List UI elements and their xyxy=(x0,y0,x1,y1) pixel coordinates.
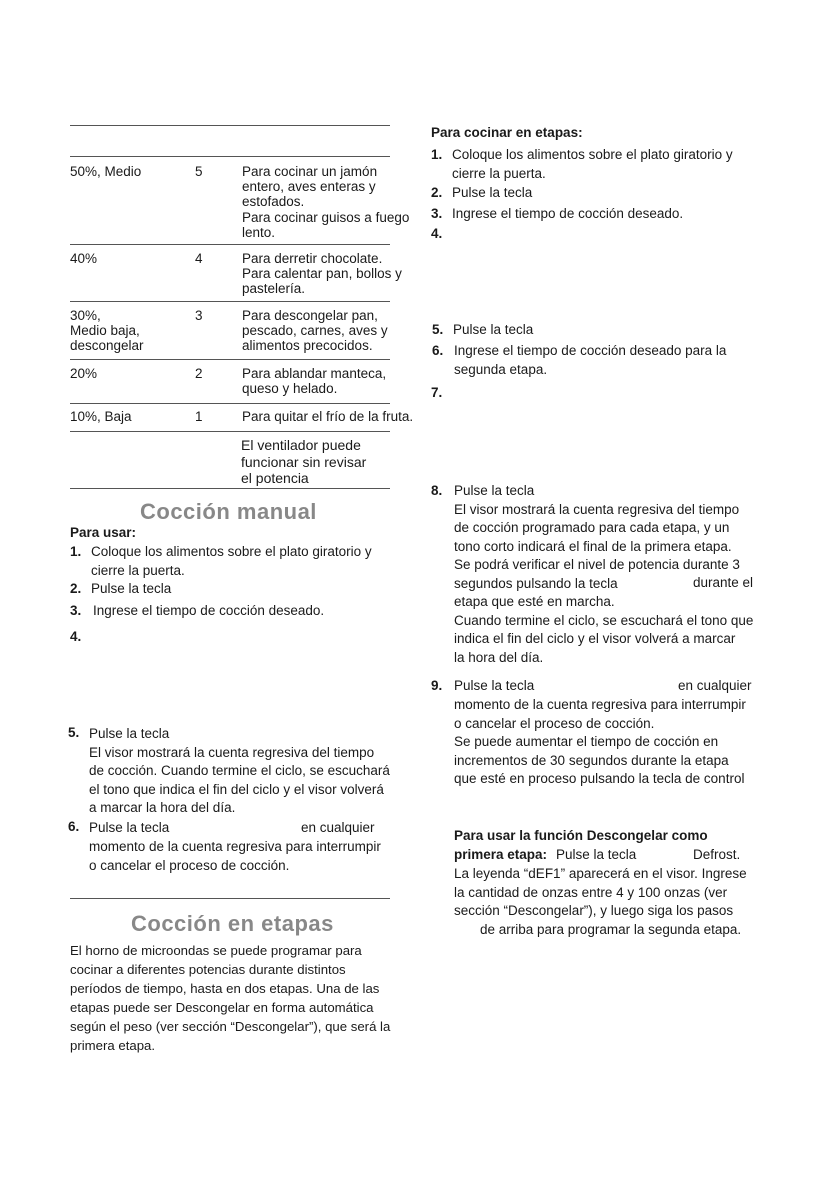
table-row-rule xyxy=(70,403,390,404)
table-row-rule xyxy=(70,431,390,432)
step-number: 5. xyxy=(68,725,80,740)
defrost-line1-b: Defrost. xyxy=(693,847,741,862)
table-cell-use: Para cocinar un jamón entero, aves enteras y estofados. Para cocinar guisos a fuego lento. xyxy=(242,164,410,240)
step-number: 3. xyxy=(431,206,443,221)
defrost-last: de arriba para programar la segunda etapa. xyxy=(480,922,742,937)
step-number: 9. xyxy=(431,678,443,693)
step-text-rest: etapa que esté en marcha. Cuando termine el ciclo, se escuchará el tono que indica el fin del ciclo y el visor volverá a marcar la hora del día. xyxy=(454,594,754,665)
step-text: Pulse la tecla xyxy=(89,820,170,835)
step-text: Pulse la tecla xyxy=(91,581,172,596)
table-cell-number: 5 xyxy=(195,164,203,179)
step-text: Ingrese el tiempo de cocción deseado. xyxy=(452,206,684,221)
table-top-rule xyxy=(70,125,390,126)
step-number: 2. xyxy=(70,581,82,596)
step-number: 8. xyxy=(431,483,443,498)
defrost-line1-a: Pulse la tecla xyxy=(556,847,637,862)
step-text-tail: durante el xyxy=(693,575,754,590)
table-cell-number: 2 xyxy=(195,366,203,381)
step-number: 1. xyxy=(70,544,82,559)
step-number: 7. xyxy=(431,385,443,400)
table-header-rule xyxy=(70,156,390,157)
table-cell-number: 1 xyxy=(195,409,203,424)
table-cell-use: Para descongelar pan, pescado, carnes, aves y alimentos precocidos. xyxy=(242,308,388,354)
table-cell-level: 20% xyxy=(70,366,98,381)
step-number: 6. xyxy=(432,343,444,358)
defrost-heading: Para usar la función Descongelar como primera etapa: xyxy=(454,828,708,862)
table-cell-number: 4 xyxy=(195,251,203,266)
subtitle-para-cocinar-en-etapas: Para cocinar en etapas: xyxy=(431,125,583,140)
table-cell-use: Para derretir chocolate. Para calentar pan, bollos y pastelería. xyxy=(242,251,402,297)
section-rule xyxy=(70,898,390,899)
step-text-tail: en cualquier xyxy=(301,820,375,835)
section-title-stages: Cocción en etapas xyxy=(131,911,334,936)
step-text: Pulse la tecla xyxy=(454,678,535,693)
step-text: Ingrese el tiempo de cocción deseado para la segunda etapa. xyxy=(454,343,727,377)
table-row-rule xyxy=(70,359,390,360)
step-number: 4. xyxy=(431,226,443,241)
table-row-rule xyxy=(70,244,390,245)
table-cell-level: 40% xyxy=(70,251,98,266)
step-text: Pulse la tecla El visor mostrará la cuenta regresiva del tiempo de cocción programado para cada etapa, y un tono corto indicará el final de la primera etapa. Se podrá verificar el nivel de potencia durante 3 segundos pulsando la tecla xyxy=(454,483,740,591)
step-text: Pulse la tecla El visor mostrará la cuenta regresiva del tiempo de cocción. Cuando termine el ciclo, se escuchará el tono que indica el fin del ciclo y el visor volverá a marcar la hora del día. xyxy=(89,726,390,815)
step-number: 4. xyxy=(70,629,82,644)
step-text-tail: en cualquier xyxy=(678,678,752,693)
section-title-manual: Cocción manual xyxy=(140,499,317,524)
step-number: 2. xyxy=(431,185,443,200)
subtitle-para-usar: Para usar: xyxy=(70,525,137,540)
table-cell-use: Para ablandar manteca, queso y helado. xyxy=(242,366,387,397)
step-number: 5. xyxy=(432,322,444,337)
step-text: Pulse la tecla xyxy=(453,322,534,337)
table-cell-level: 10%, Baja xyxy=(70,409,132,424)
table-cell-number: 3 xyxy=(195,308,203,323)
table-cell-use: Para quitar el frío de la fruta. xyxy=(242,409,414,424)
stages-intro: El horno de microondas se puede programar para cocinar a diferentes potencias durante distintos períodos de tiempo, hasta en dos etapas. Una de las etapas puede ser Descongelar en forma automática según el peso (ver sección “Descongelar”), que será la primera etapa. xyxy=(70,943,391,1053)
table-note: El ventilador puede funcionar sin revisar el potencia xyxy=(241,437,367,486)
step-text-rest: momento de la cuenta regresiva para interrumpir o cancelar el proceso de cocción. Se puede aumentar el tiempo de cocción en incrementos de 30 segundos durante la etapa que esté en proceso pulsando la tecla de control xyxy=(454,697,746,786)
step-number: 1. xyxy=(431,147,443,162)
step-text-rest: momento de la cuenta regresiva para interrumpir o cancelar el proceso de cocción. xyxy=(89,839,381,873)
table-cell-level: 30%, Medio baja, descongelar xyxy=(70,308,144,354)
defrost-rest: La leyenda “dEF1” aparecerá en el visor. Ingrese la cantidad de onzas entre 4 y 100 onzas (ver sección “Descongelar”), y luego siga los pasos xyxy=(454,866,747,918)
table-row-rule xyxy=(70,301,390,302)
step-text: Ingrese el tiempo de cocción deseado. xyxy=(93,603,325,618)
table-bottom-rule xyxy=(70,488,390,489)
step-number: 6. xyxy=(68,819,80,834)
step-number: 3. xyxy=(70,603,82,618)
step-text: Coloque los alimentos sobre el plato giratorio y cierre la puerta. xyxy=(91,544,372,578)
step-text: Coloque los alimentos sobre el plato giratorio y cierre la puerta. xyxy=(452,147,733,181)
step-text: Pulse la tecla xyxy=(452,185,533,200)
table-cell-level: 50%, Medio xyxy=(70,164,142,179)
